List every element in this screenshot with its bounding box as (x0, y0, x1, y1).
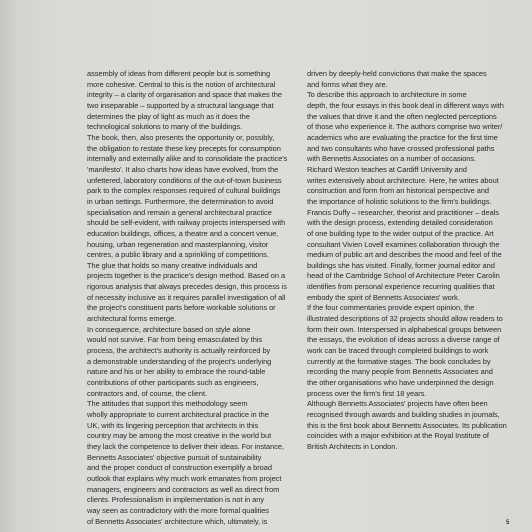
text-line: the obligation to restate these key precepts for consumption (87, 143, 281, 153)
text-line: process over the firm's first 18 years. (307, 388, 427, 398)
text-line: If the four commentaries provide expert opinion, the (307, 303, 475, 313)
text-line: the essays, the evolution of ideas across a diverse range of (307, 335, 500, 345)
text-line: rigorous analysis that always precedes design, this process is (87, 282, 287, 292)
text-line: two inseparable – supported by a structural language that (87, 100, 274, 110)
text-line: Bennetts Associates' objective pursuit of sustainability (87, 452, 262, 462)
text-line: 'manifesto'. It also charts how ideas have evolved, from the (87, 164, 279, 174)
text-line: The attitudes that support this methodology seem (87, 399, 248, 409)
text-line: way seen as contradictory with the more formal qualities (87, 505, 269, 515)
text-line: managers, engineers and contractors as well as direct from (87, 484, 280, 494)
text-line: in urban settings. Furthermore, the determination to avoid (87, 196, 274, 206)
left-text-column (87, 69, 295, 527)
text-line: identifies from personal experience recurring qualities that (307, 282, 495, 292)
right-text-column (307, 69, 515, 453)
text-line: and forms what they are. (307, 79, 388, 89)
text-line: British Architects in London. (307, 441, 398, 451)
text-line: nature and his or her ability to embrace the round-table (87, 367, 266, 377)
text-line: of necessity inclusive as it requires parallel investigation of all (87, 292, 286, 302)
text-line: driven by deeply-held convictions that make the spaces (307, 69, 487, 78)
text-line: recording the many people from Bennetts Associates and (307, 367, 493, 377)
text-line: of those who experience it. The authors comprise two writer/ (307, 122, 503, 132)
text-line: with the design process, extending detailed consideration (307, 218, 493, 228)
text-line: Francis Duffy – researcher, theorist and practitioner – deals (307, 207, 499, 217)
text-line: this is the first book about Bennetts Associates. Its publication (307, 420, 507, 430)
text-line: contractors and, of course, the client. (87, 388, 208, 398)
text-line: work can be traced through completed buildings to work (307, 346, 489, 356)
text-line: Although Bennetts Associates' projects have often been (307, 399, 488, 409)
text-line: illustrated descriptions of 32 projects should allow readers to (307, 314, 503, 324)
text-line: form their own. Interspersed in alphabetical groups between (307, 324, 502, 334)
text-line: contributions of other participants such as engineers, (87, 378, 259, 388)
text-line: construction and form from an historical perspective and (307, 186, 489, 196)
text-line: medium of public art and describes the mood and feel of the (307, 250, 502, 260)
text-line: specialisation and remain a general architectural practice (87, 207, 272, 217)
text-line: technological solutions to many of the buildings. (87, 122, 243, 132)
text-line: education buildings, offices, a theatre and a concert venue, (87, 228, 279, 238)
text-line: coincides with a major exhibition at the Royal Institute of (307, 431, 489, 441)
text-line: currently at the formative stages. The book concludes by (307, 356, 491, 366)
text-line: the importance of holistic solutions to the firm's buildings. (307, 196, 492, 206)
text-line: country may be among the most creative in the world but (87, 431, 272, 441)
text-line: they lack the competence to deliver their ideas. For instance, (87, 441, 284, 451)
text-line: determines the play of light as much as it does the (87, 111, 250, 121)
text-line: outlook that explains why much work emanates from project (87, 473, 282, 483)
text-line: a demonstrable understanding of the project's underlying (87, 356, 272, 366)
text-line: housing, urban regeneration and masterplanning, visitor (87, 239, 269, 249)
text-line: To describe this approach to architecture in some (307, 90, 467, 100)
text-line: In consequence, architecture based on style alone (87, 324, 251, 334)
text-line: park to the complex responses required of cultural buildings (87, 186, 281, 196)
text-line: buildings she has visited. Finally, former journal editor and (307, 260, 495, 270)
page-number: 5 (506, 520, 510, 526)
text-line: with Bennetts Associates on a number of occasions. (307, 154, 477, 164)
text-line: more cohesive. Central to this is the notion of architectural (87, 79, 276, 89)
text-line: assembly of ideas from different people but is something (87, 69, 271, 78)
text-line: Richard Weston teaches at Cardiff University and (307, 164, 467, 174)
text-line: UK, with its lingering perception that architects in this (87, 420, 259, 430)
text-line: consultant Vivien Lovell examines collaboration through the (307, 239, 500, 249)
text-line: internally and externally alike and to consolidate the practice's (87, 154, 288, 164)
text-line: the project's constituent parts before workable solutions or (87, 303, 276, 313)
text-line: should be self-evident, with railway projects interspersed with (87, 218, 286, 228)
text-line: The glue that holds so many creative individuals and (87, 260, 258, 270)
text-line: unfettered, laboratory conditions of the out-of-town business (87, 175, 282, 185)
text-line: recognised through awards and building studies in journals, (307, 410, 500, 419)
text-line: centres, a public library and a sprinkling of competitions. (87, 250, 269, 260)
text-line: and two consultants who have crossed professional paths (307, 143, 495, 153)
text-line: clients. Professionalism in implementation is not in any (87, 495, 265, 505)
text-line: of Bennetts Associates' architecture which, ultimately, is (87, 516, 268, 526)
text-line: head of the Cambridge School of Architecture Peter Carolin (307, 271, 500, 281)
text-line: architectural forms emerge. (87, 314, 177, 324)
text-line: embody the spirit of Bennetts Associates' work. (307, 292, 460, 302)
text-line: process, the architect's authority is actually reinforced by (87, 346, 271, 356)
text-line: depth, the four essays in this book deal in different ways with (307, 100, 504, 110)
text-line: the other organisations who have underpinned the design (307, 378, 494, 388)
text-line: wholly appropriate to current architectural practice in the (87, 410, 269, 419)
text-line: and the proper conduct of construction exemplify a broad (87, 463, 272, 473)
text-line: projects together is the practice's design method. Based on a (87, 271, 286, 281)
text-line: of one building type to the wider output of the practice. Art (307, 228, 494, 238)
text-line: academics who are evaluating the practice for the first time (307, 132, 498, 142)
text-line: integrity – a clarity of organisation and space that makes the (87, 90, 282, 100)
text-line: the values that drive it and the often neglected perceptions (307, 111, 497, 121)
text-line: would not survive. Far from being emasculated by this (87, 335, 263, 345)
text-line: The book, then, also presents the opportunity or, possibly, (87, 132, 275, 142)
text-line: writes extensively about architecture. Here, he writes about (307, 175, 499, 185)
